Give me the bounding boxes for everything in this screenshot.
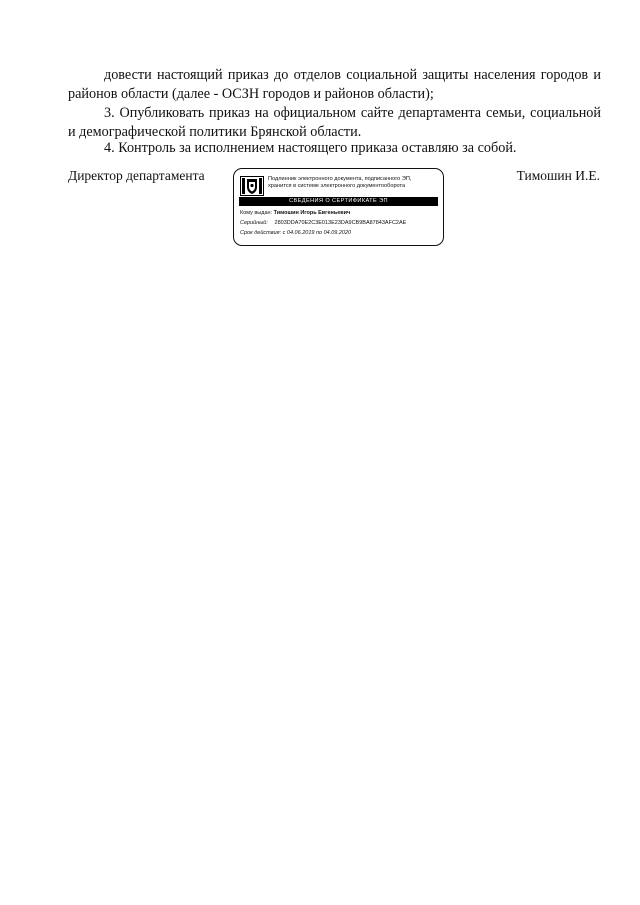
paragraph-distribute-order: довести настоящий приказ до отделов социальной защиты населения городов и районов области (далее - ОСЗН городов и районов области); — [68, 67, 601, 102]
stamp-validity: Срок действия: с 04.06.2019 по 04.09.2020 — [240, 230, 352, 236]
stamp-serial — [240, 219, 406, 227]
issued-to-value: Тимошин Игорь Евгеньевич — [273, 210, 351, 216]
issued-to-label: Кому выдан: — [240, 210, 273, 216]
signatory-title: Директор департамента — [68, 168, 205, 183]
stamp-text-line2: хранится в системе электронного документооборота — [268, 183, 406, 189]
serial-label: Серийный: — [240, 220, 268, 226]
stamp-text-line1: Подлинник электронного документа, подписанного ЭП, — [268, 176, 412, 182]
serial-value: 2803DDA70E2C3E013E23DA9CB9BA87843AFC2AE — [274, 220, 407, 226]
signatory-name: Тимошин И.Е. — [516, 168, 600, 183]
paragraph-control: 4. Контроль за исполнением настоящего приказа оставляю за собой. — [104, 140, 517, 156]
coat-of-arms-icon — [240, 176, 264, 196]
stamp-issued-to — [240, 209, 350, 217]
stamp-certificate-header: СВЕДЕНИЯ О СЕРТИФИКАТЕ ЭП — [239, 197, 438, 206]
electronic-signature-stamp — [233, 168, 444, 246]
paragraph-publish-order: 3. Опубликовать приказ на официальном сайте департамента семьи, социальной и демографической политики Брянской области. — [68, 105, 601, 140]
